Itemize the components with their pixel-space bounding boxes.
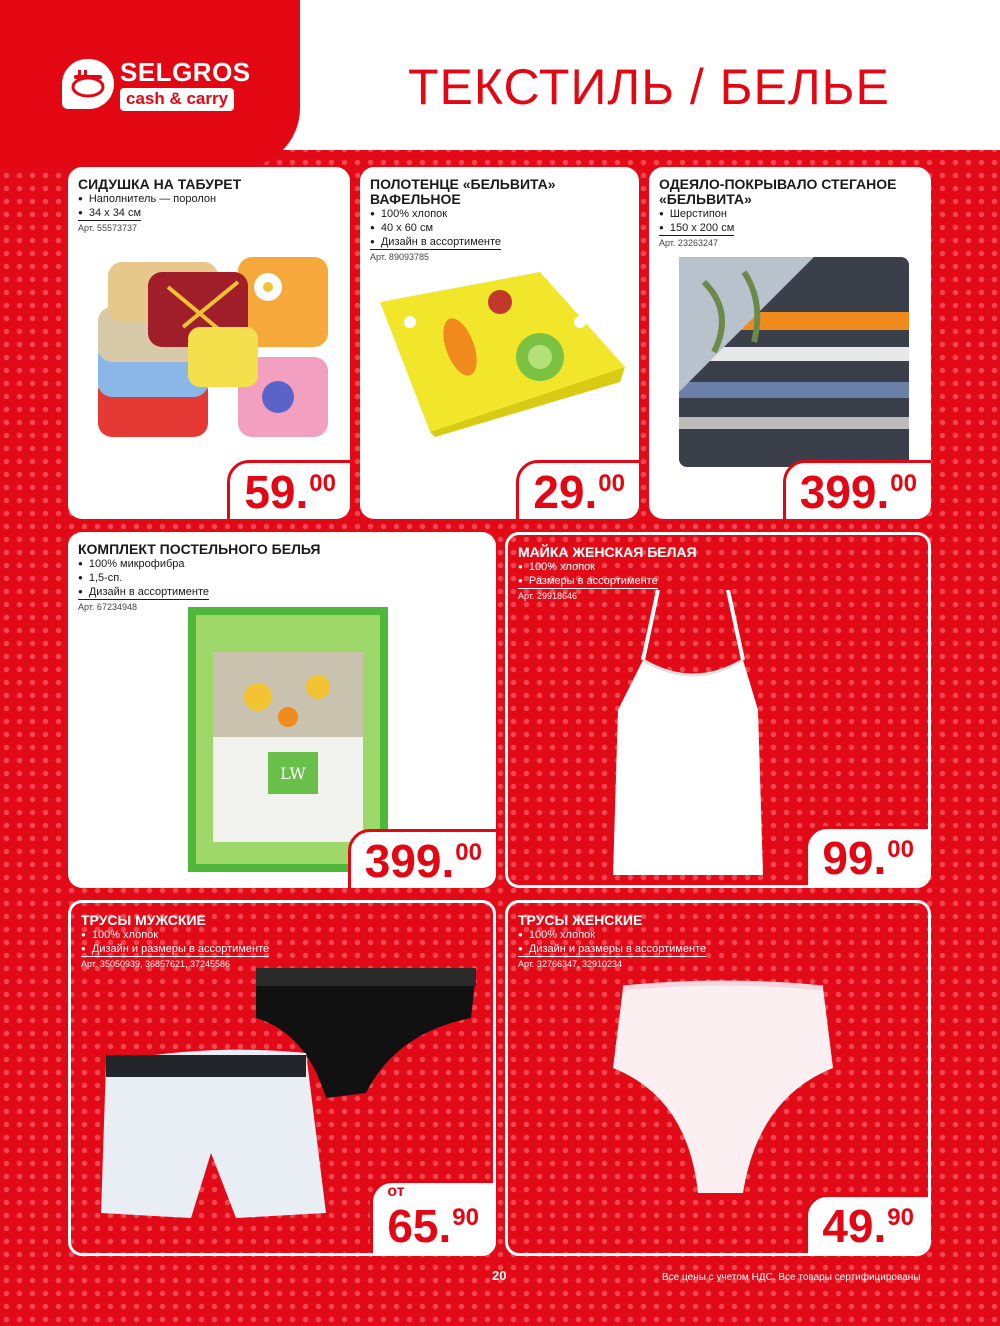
waffle-towel-image <box>370 272 632 442</box>
product-feature: ● 100% хлопок <box>370 207 447 221</box>
product-name: МАЙКА ЖЕНСКАЯ БЕЛАЯ <box>518 544 697 560</box>
product-card-waffle-towel[interactable] <box>360 167 639 519</box>
price-decimal: 90 <box>452 1204 479 1231</box>
price-integer: 59 <box>244 466 296 518</box>
product-card-womens-underwear[interactable] <box>505 900 931 1256</box>
product-feature: ● Размеры в ассортименте <box>518 574 658 589</box>
price-integer: 49 <box>822 1200 874 1252</box>
product-feature: ● 150 x 200 см <box>659 221 734 236</box>
price-tag: 399 . 00 <box>348 829 496 888</box>
price-tag: 29 . 00 <box>516 460 639 519</box>
product-article: Арт. 32766347, 32910234 <box>518 959 623 969</box>
price-tag: от 65 . 90 <box>370 1180 496 1256</box>
brand-name: SELGROS <box>120 57 251 87</box>
product-name: ОДЕЯЛО-ПОКРЫВАЛО СТЕГАНОЕ «БЕЛЬВИТА» <box>659 176 897 207</box>
product-feature: ● Дизайн и размеры в ассортименте <box>81 942 269 957</box>
product-feature: ● 100% хлопок <box>518 928 595 942</box>
product-feature: ● 40 x 60 см <box>370 221 433 235</box>
price-integer: 399 <box>799 466 877 518</box>
price-decimal: 00 <box>890 470 917 497</box>
page-title: ТЕКСТИЛЬ / БЕЛЬЕ <box>408 59 890 115</box>
product-feature: ● 100% хлопок <box>518 560 595 574</box>
product-feature: ● Дизайн и размеры в ассортименте <box>518 942 706 957</box>
product-article: Арт. 35050939, 36857621, 37245586 <box>81 959 231 969</box>
brand-tagline: cash & carry <box>120 88 234 111</box>
product-feature: ● Шерстипон <box>659 207 727 221</box>
product-name: СИДУШКА НА ТАБУРЕТ <box>78 176 242 192</box>
price-prefix: от <box>387 1183 405 1200</box>
product-article: Арт. 55573737 <box>78 223 137 233</box>
product-feature: ● Дизайн в ассортименте <box>78 585 209 600</box>
price-decimal: 00 <box>455 839 482 866</box>
price-integer: 29 <box>533 466 585 518</box>
womens-underwear-image <box>608 978 838 1198</box>
price-integer: 99 <box>822 832 874 884</box>
fork-plate-icon <box>62 59 114 109</box>
product-card-tank-top[interactable] <box>505 532 931 888</box>
price-decimal: 00 <box>598 470 625 497</box>
price-decimal: 00 <box>309 470 336 497</box>
price-tag: 399 . 00 <box>783 460 931 519</box>
footer-note: Все цены с учетом НДС. Все товары сертифицированы <box>662 1272 921 1283</box>
selgros-logo[interactable] <box>62 57 272 117</box>
price-decimal: 90 <box>887 1204 914 1231</box>
price-integer: 399 <box>364 835 442 887</box>
product-card-stool-cushion[interactable] <box>68 167 350 519</box>
stool-cushions-image <box>88 247 348 447</box>
price-tag: 59 . 00 <box>227 460 350 519</box>
product-name: ПОЛОТЕНЦЕ «БЕЛЬВИТА» ВАФЕЛЬНОЕ <box>370 176 556 207</box>
product-feature: ● 34 x 34 см <box>78 206 141 221</box>
product-name: ТРУСЫ МУЖСКИЕ <box>81 912 206 928</box>
price-integer: 65 <box>387 1200 439 1252</box>
product-article: Арт. 23263247 <box>659 238 718 248</box>
product-feature: ● Наполнитель — поролон <box>78 192 216 206</box>
product-name: КОМПЛЕКТ ПОСТЕЛЬНОГО БЕЛЬЯ <box>78 541 321 557</box>
page-number: 20 <box>492 1268 507 1283</box>
product-feature: ● Дизайн в ассортименте <box>370 235 501 250</box>
product-article: Арт. 29918646 <box>518 591 577 601</box>
product-card-quilted-blanket[interactable] <box>649 167 931 519</box>
product-name: ТРУСЫ ЖЕНСКИЕ <box>518 912 643 928</box>
price-decimal: 00 <box>887 836 914 863</box>
white-tank-top-image <box>598 590 788 880</box>
product-card-mens-underwear[interactable] <box>68 900 496 1256</box>
svg-text:LW: LW <box>280 764 306 783</box>
product-feature: ● 100% хлопок <box>81 928 158 942</box>
price-tag: 49 . 90 <box>805 1194 931 1256</box>
quilted-blanket-image <box>674 252 914 472</box>
product-feature: ● 1,5-сп. <box>78 571 122 585</box>
product-card-bedding-set[interactable] <box>68 532 496 888</box>
product-article: Арт. 89093785 <box>370 252 429 262</box>
product-article: Арт. 67234948 <box>78 602 137 612</box>
product-feature: ● 100% микрофибра <box>78 557 185 571</box>
price-tag: 99 . 00 <box>805 826 931 888</box>
